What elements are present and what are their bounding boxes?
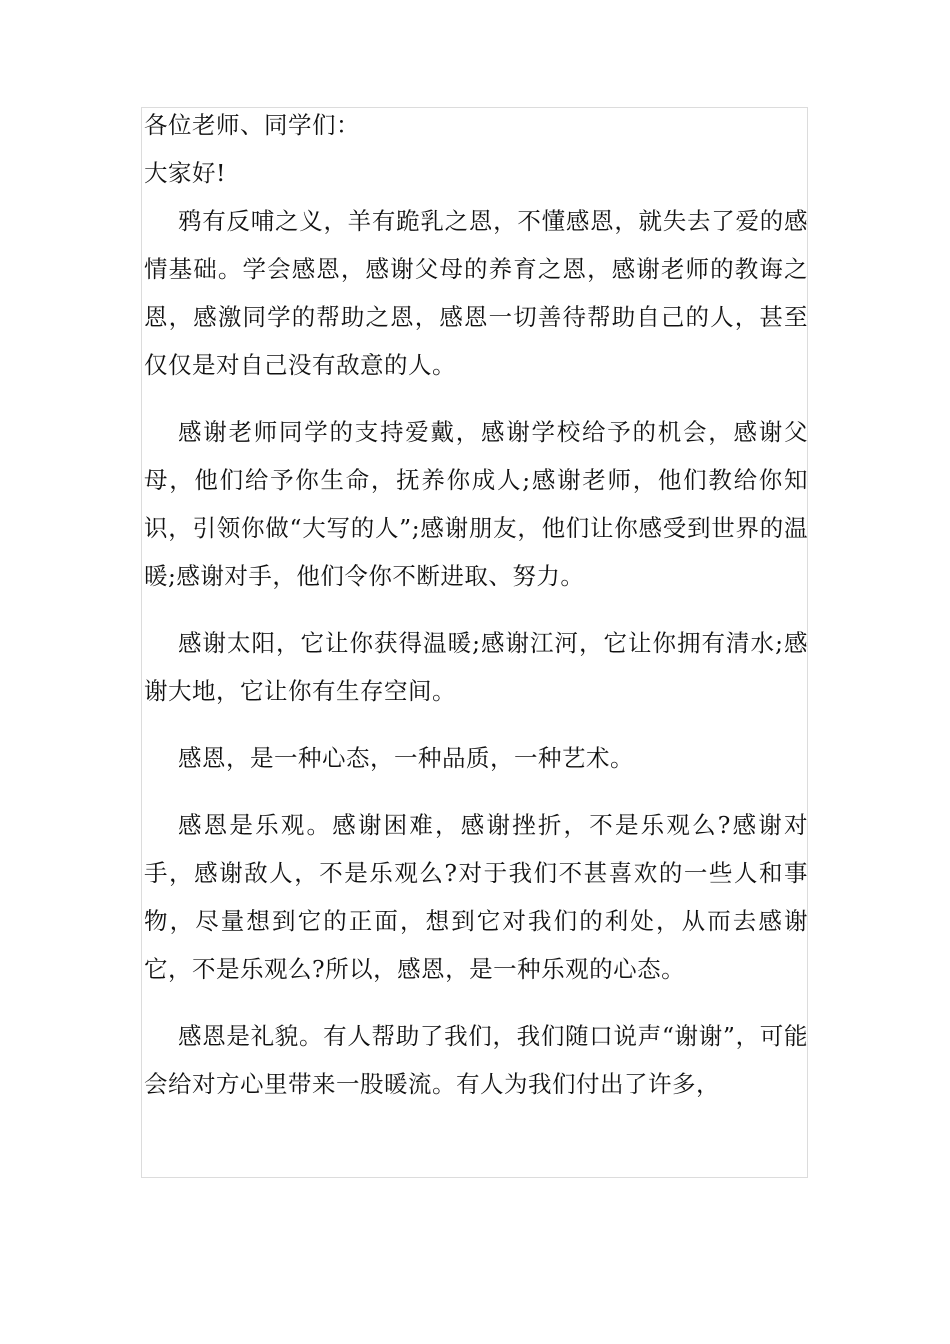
paragraph-gratitude-definition: 感恩，是一种心态，一种品质，一种艺术。 [178, 744, 634, 772]
greeting: 大家好! [144, 159, 226, 187]
document-body [144, 101, 808, 1127]
paragraph-thank-nature: 感谢太阳，它让你获得温暖;感谢江河，它让你拥有清水;感谢大地，它让你有生存空间。 [144, 629, 808, 705]
paragraph-gratitude-courtesy: 感恩是礼貌。有人帮助了我们，我们随口说声“谢谢”，可能会给对方心里带来一股暖流。有人为我们付出了许多， [144, 1022, 808, 1098]
paragraph-gratitude-basis: 鸦有反哺之义，羊有跪乳之恩，不懂感恩，就失去了爱的感情基础。学会感恩，感谢父母的养育之恩，感谢老师的教诲之恩，感激同学的帮助之恩，感恩一切善待帮助自己的人，甚至仅仅是对自己没有敌意的人。 [144, 207, 808, 379]
paragraph-gratitude-optimism: 感恩是乐观。感谢困难，感谢挫折，不是乐观么?感谢对手，感谢敌人，不是乐观么?对于我们不甚喜欢的一些人和事物，尽量想到它的正面，想到它对我们的利处，从而去感谢它，不是乐观么?所以，感恩，是一种乐观的心态。 [144, 811, 808, 983]
paragraph-thank-people: 感谢老师同学的支持爱戴，感谢学校给予的机会，感谢父母，他们给予你生命，抚养你成人;感谢老师，他们教给你知识，引领你做“大写的人”;感谢朋友，他们让你感受到世界的温暖;感谢对手，他们令你不断进取、努力。 [144, 418, 808, 590]
salutation: 各位老师、同学们： [144, 111, 360, 139]
